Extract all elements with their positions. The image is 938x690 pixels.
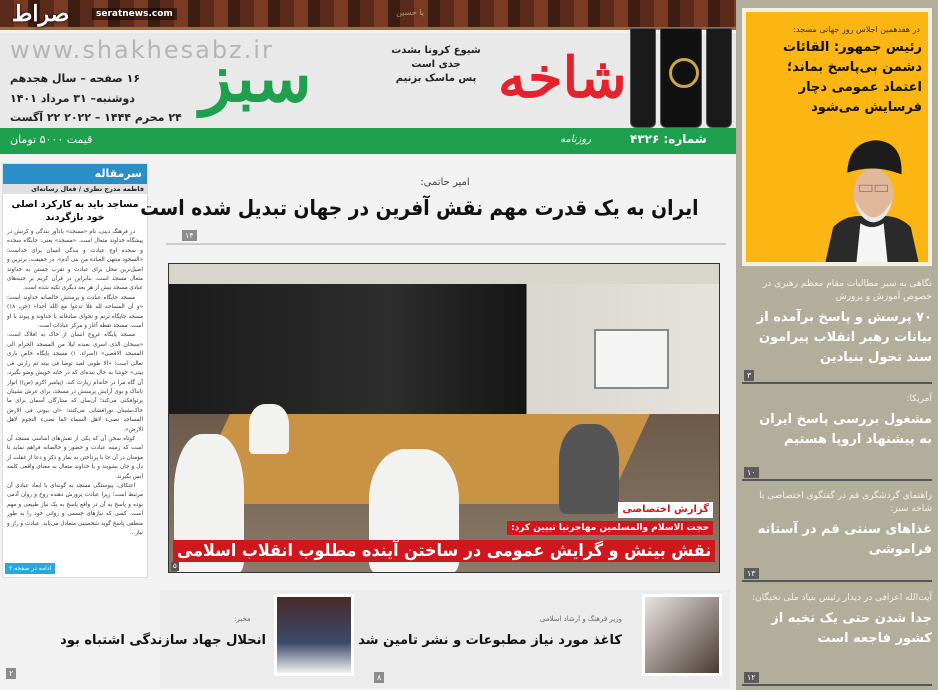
feature-story[interactable] bbox=[742, 8, 932, 266]
president-photo bbox=[822, 134, 922, 262]
continue-link[interactable]: ادامه در صفحه ۲ bbox=[5, 563, 55, 574]
lead-kicker: امیر حاتمی: bbox=[420, 177, 470, 188]
bottom-stories bbox=[60, 590, 730, 688]
page-number: ۵ bbox=[173, 562, 177, 570]
side-story[interactable] bbox=[742, 592, 932, 686]
photo-story-title: نقش بینش و گرایش عمومی در ساختن آینده مطلوب انقلاب اسلامی bbox=[176, 541, 711, 561]
side-story-kicker: آمریکا: bbox=[906, 394, 932, 404]
side-story-title: مشغول بررسی پاسخ ایران به پیشنهاد اروپا هستیم bbox=[759, 412, 932, 447]
editorial-column[interactable] bbox=[2, 163, 148, 578]
feature-title: رئیس جمهور: القائات دشمن بی‌پاسخ بماند؛ اعتماد عمومی دچار فرسایش می‌شود bbox=[782, 40, 922, 115]
page-number: ۱۰ bbox=[744, 467, 759, 478]
meeting-photo-story[interactable] bbox=[168, 263, 720, 573]
page-number: ۸ bbox=[374, 672, 384, 683]
page-number: ۱۴ bbox=[182, 230, 197, 241]
masthead-green-bar bbox=[0, 128, 736, 154]
side-story-kicker: راهنمای گردشگری قم در گفتگوی اختصاصی با شاخه سبز: bbox=[759, 491, 932, 514]
page-number: ۱۳ bbox=[744, 568, 759, 579]
feature-kicker: در هفدهمین اجلاس روز جهانی مسجد: bbox=[793, 25, 920, 34]
side-story-kicker: آیت‌الله اعرافی در دیدار رئیس بنیاد ملی نخبگان: bbox=[752, 593, 932, 603]
issue-number: شماره: ۴۳۲۶ bbox=[630, 132, 707, 146]
side-story-title: غذاهای سنتی قم در آستانه فراموشی bbox=[757, 522, 932, 557]
banner-pattern-text: یا حسین bbox=[396, 8, 424, 17]
side-story[interactable] bbox=[742, 490, 932, 582]
side-story[interactable] bbox=[742, 278, 932, 384]
side-story[interactable] bbox=[742, 393, 932, 481]
bottom-story-title: انحلال جهاد سازندگی اشتباه بود bbox=[60, 633, 266, 648]
serat-watermark: seratnews.com bbox=[92, 8, 177, 20]
minister-photo bbox=[642, 594, 722, 676]
paragraph: مسجد جایگاه عبادت و پرستش خالصانه خداوند است؛ «و أن المساجد لله فلا تدعوا مع الله أحدا» (جن، ۱۸) مسجد جایگاه ترنم و نجوای صادقانه با خداوند و پیوند با او است. مسجد نقطه آغاز و مرکز عبادات است. bbox=[7, 294, 143, 330]
paragraph: مسجد پایگاه عروج انسان از خاک به افلاک است: «سبحان الذی اسری بعبده لیلا من المسجد الحرام الی المسجد الاقصی» (اسراء، ۱) مسجد پایگاه خاص باری تعالی است؛ «الا طوبی لعبد توضا فی بیته ثم زارنی فی بیتی» خوشا به حال بنده‌ای که در خانه خویش وضو بگیرد، آن گاه مرا در خانه‌ام زیارت کند. (پیامبر اکرم (ص)) انوار تابناک و بوی آرایش پرستش در مسجد، برای عرش نشینان پرتوافکنی می‌کند؛ آن‌سان که ستارگان آسمان برای ما خاک‌نشینان نورافشانی می‌کنند؛ «ان بیوتی فی الارض المساجد تضیء لاهل السماء کما تضیء النجوم لاهل الارض». bbox=[7, 332, 143, 433]
daily-label: روزنامه bbox=[560, 134, 592, 145]
paragraph: اعتکاف، پیوستگی مسجد به گونه‌ای با ابعاد عبادی آن مرتبط است؛ زیرا عبادت پرورش دهنده روح و روان آدمی بوده و پاسخ به آن در واقع پاسخ به یک نیاز طبیعی و مهم است. کسی که نیازهای جسمی و روانی خود را به طور منطقی پاسخ گوید شخصیتی متعادل می‌یابد. عبادت و راز و نیاز... bbox=[7, 482, 143, 536]
paragraph: کوتاه سخن آن که یکی از نقش‌های اساسی مسجد آن است که زمینه عبادت و حضور و خالصانه فراهم نماید تا مؤمنان در آن جا با پرداختن به نماز و ذکر و دعا از غفلت از دل و جان بشویند و با خداوند متعال به معنای واقعی کلمه انس بگیرند. bbox=[7, 435, 143, 480]
serat-logo: صراط bbox=[12, 1, 70, 27]
bottom-story-title: کاغذ مورد نیاز مطبوعات و نشر تامین شد bbox=[358, 633, 622, 648]
mourning-banners bbox=[630, 28, 732, 128]
date-solar: دوشنبه– ۳۱ مرداد ۱۴۰۱ bbox=[10, 92, 135, 105]
report-tag: گزارش اختصاصی bbox=[618, 502, 713, 518]
editorial-title: مساجد باید به کارکرد اصلی خود بازگردند bbox=[11, 199, 139, 223]
page-number: ۲ bbox=[6, 668, 16, 679]
slogan bbox=[380, 44, 492, 86]
side-story-title: ۷۰ پرسش و پاسخ برآمده از بیانات رهبر انقلاب پیرامون سند تحول بنیادین bbox=[756, 310, 932, 365]
newspaper-logo-red: شاخه bbox=[498, 45, 627, 111]
bottom-story[interactable] bbox=[60, 590, 370, 685]
editorial-section-label: سرمقاله bbox=[3, 164, 147, 184]
editorial-body bbox=[3, 228, 147, 546]
photo-ceiling bbox=[169, 264, 719, 284]
photo-person bbox=[249, 404, 289, 454]
date-lunar-gregorian: ۲۴ محرم ۱۴۴۴ – ۲۰۲۲ ۲۲ آگست bbox=[10, 111, 182, 124]
site-watermark: www.shakhesabz.ir bbox=[10, 36, 274, 64]
newspaper-logo-green: سبز bbox=[200, 39, 312, 117]
slogan-line-1: شیوع کرونا بشدت جدی است bbox=[391, 45, 481, 70]
photo-projector-screen bbox=[594, 329, 669, 389]
lead-headline[interactable]: ایران به یک قدرت مهم نقش آفرین در جهان تبدیل شده است bbox=[140, 196, 699, 220]
slogan-line-2: پس ماسک بزنیم bbox=[395, 73, 477, 84]
photo-story-title-bar bbox=[173, 540, 715, 562]
divider bbox=[166, 243, 726, 245]
bottom-story[interactable] bbox=[358, 590, 730, 685]
price: قیمت ۵۰۰۰ تومان bbox=[10, 133, 93, 146]
photo-person bbox=[559, 424, 619, 514]
page-number: ۳ bbox=[744, 370, 754, 381]
editorial-author: فاطمه مدرج نظری / فعال رسانه‌ای bbox=[3, 184, 147, 194]
paragraph: در فرهنگ دینی، نام «مسجد» یادآور بندگی و کرنش در پیشگاه خداوند متعال است. «مسجد» یعنی: جایگاه سجده و سجده اوج عبادت و بندگی انسان برای خداست؛ «السجود منتهی العبادة من بنی آدم». در حقیقت، برترین و اصیل‌ترین محل برای عبادت و تقرب جستن به خداوند متعال مسجد است، بنابراین در قرآن کریم بر جنبه‌های عبادی مسجد بیش از هر بعد دیگری تکیه شده است. bbox=[7, 229, 143, 292]
bottom-story-kicker: مخبر: bbox=[234, 615, 251, 623]
page-number: ۱۲ bbox=[744, 672, 759, 683]
bottom-story-kicker: وزیر فرهنگ و ارشاد اسلامی bbox=[539, 615, 622, 623]
mokhber-photo bbox=[274, 594, 354, 676]
pages-year: ۱۶ صفحه – سال هجدهم bbox=[10, 72, 141, 85]
side-story-kicker: نگاهی به سیر مطالبات مقام معظم رهبری در خصوص آموزش و پرورش bbox=[762, 279, 932, 302]
side-story-title: جدا شدن حتی یک نخبه از کشور فاجعه است bbox=[771, 611, 932, 646]
photo-story-kicker: حجت الاسلام والمسلمین مهاجرنیا تبیین کرد: bbox=[507, 521, 713, 535]
